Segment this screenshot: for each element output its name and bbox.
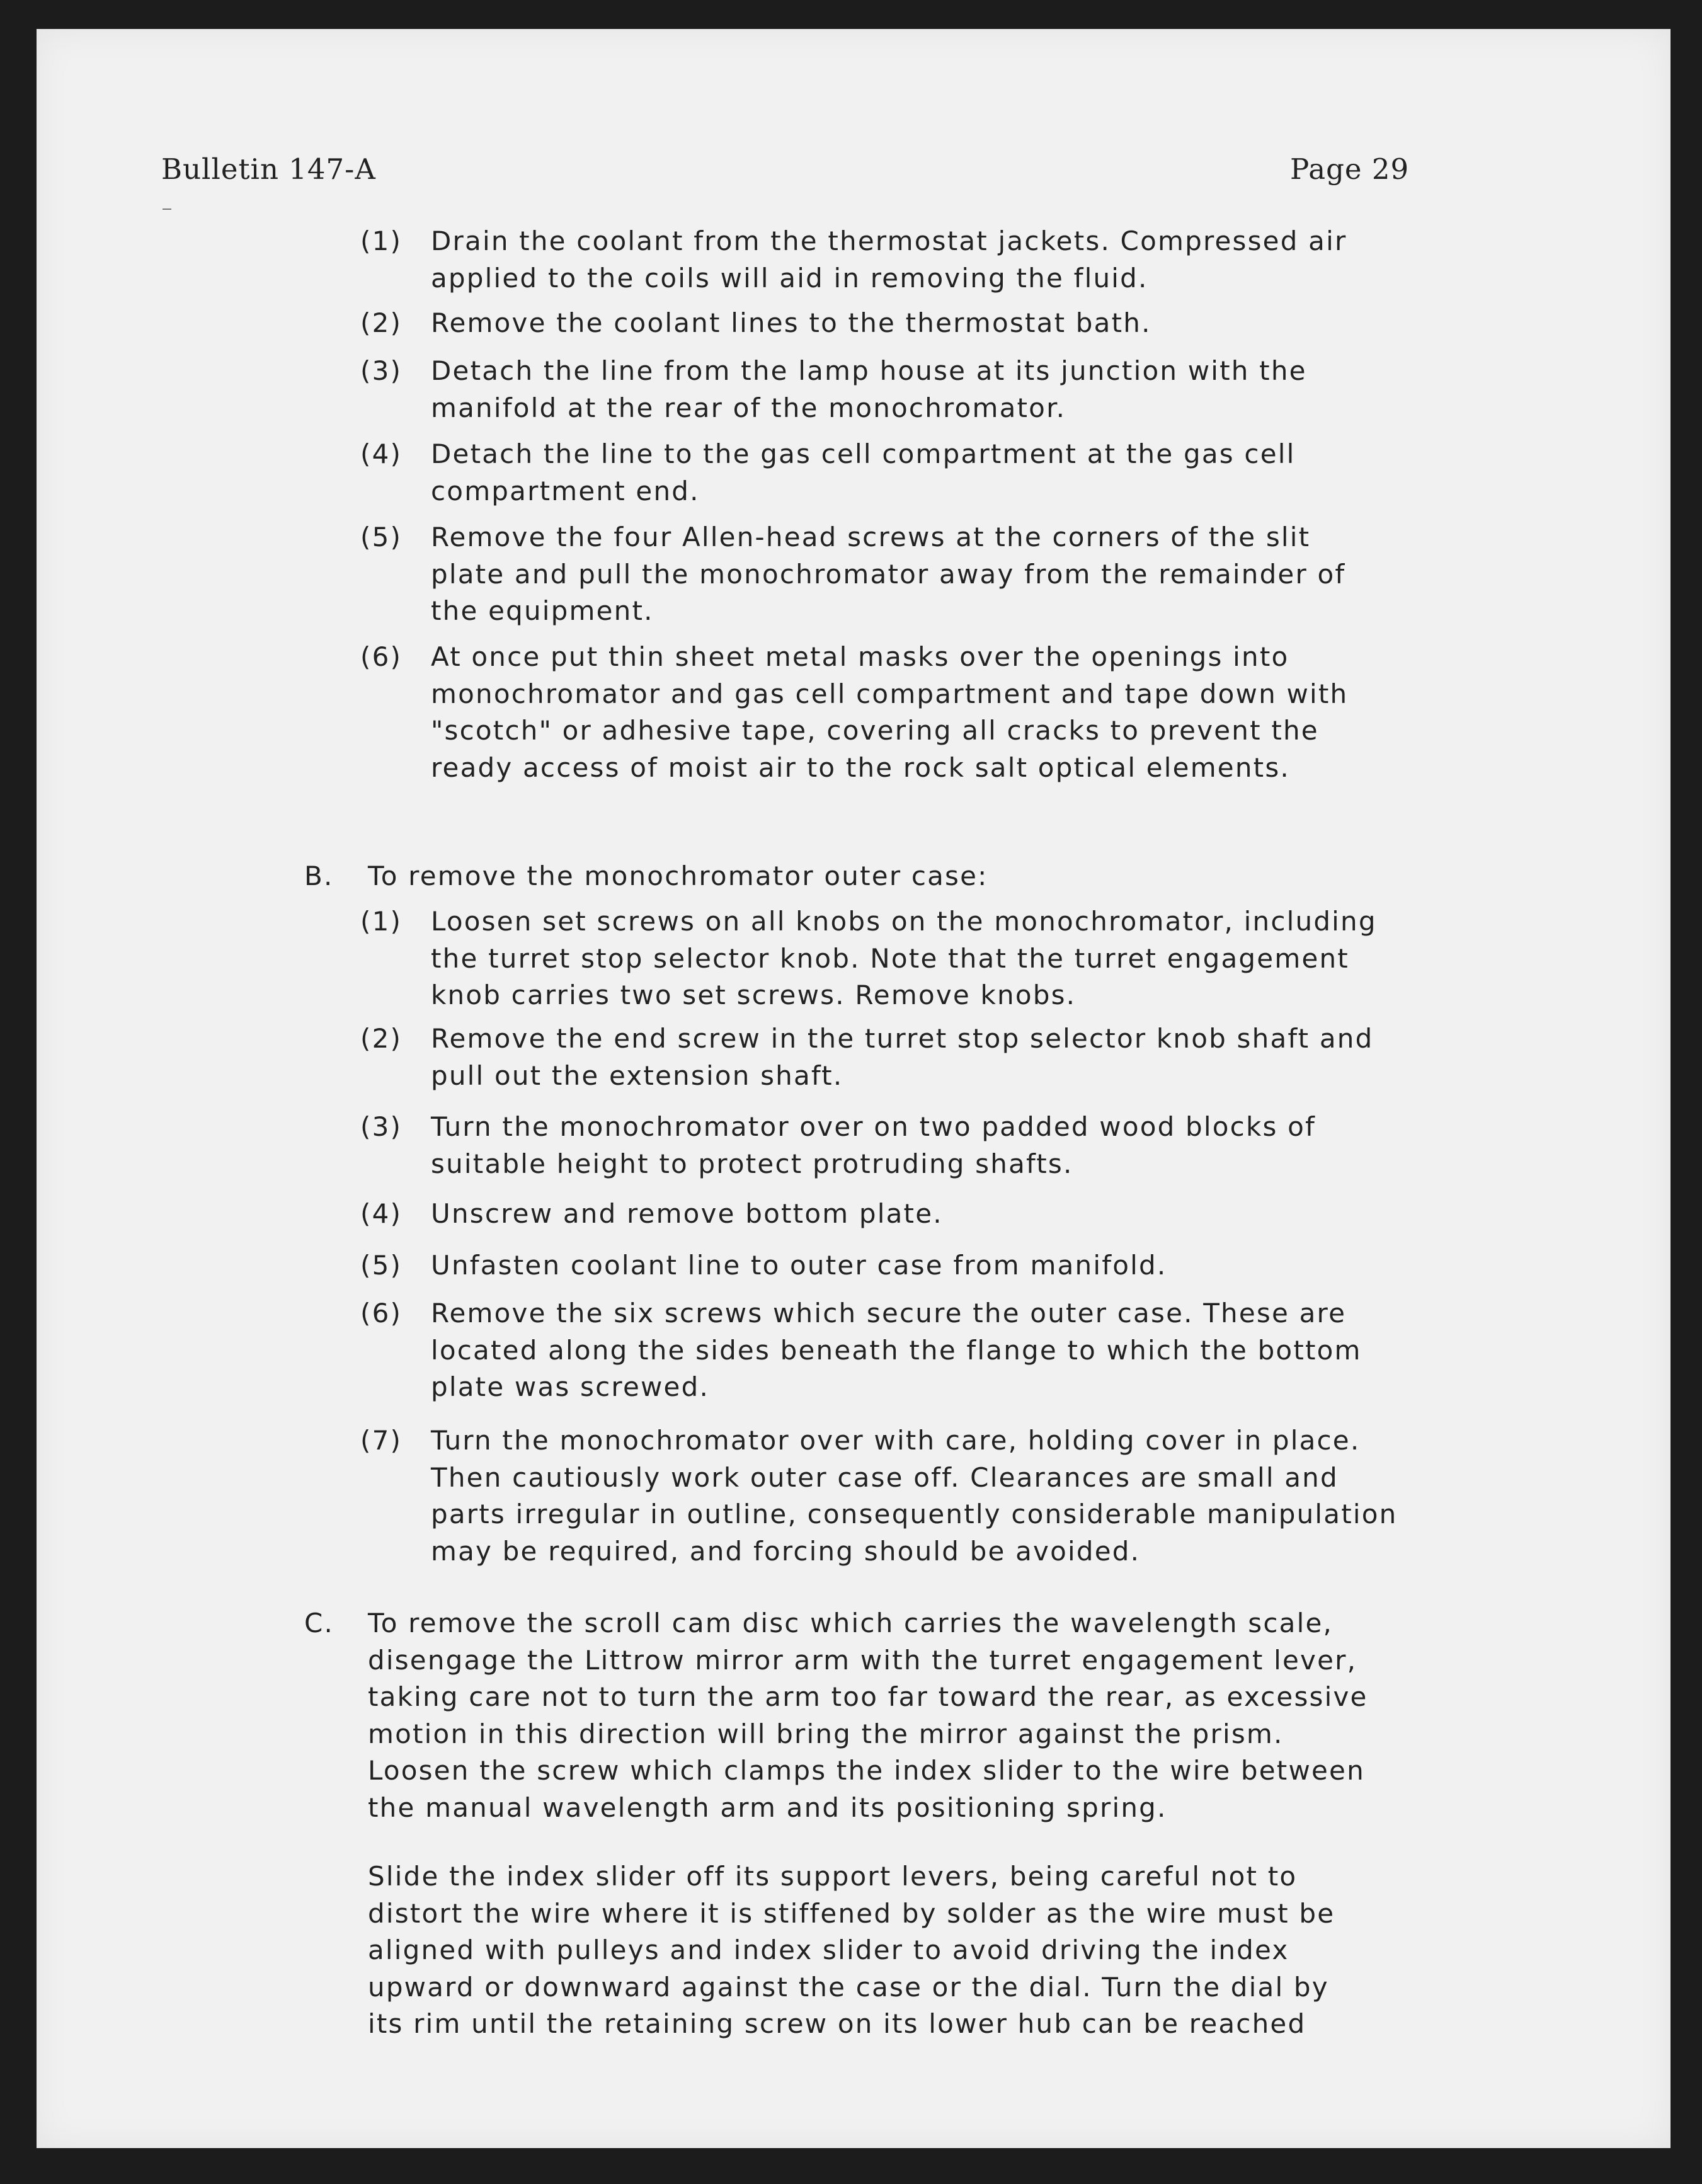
page-header [161, 152, 1671, 190]
section-b-heading: To remove the monochromator outer case: [368, 860, 988, 891]
list-item-number: (7) [360, 1425, 403, 1456]
bulletin-label: Bulletin 147-A [161, 152, 376, 186]
stray-mark [163, 209, 171, 210]
list-item: Unfasten coolant line to outer case from manifold. [431, 1250, 1167, 1281]
list-item: Remove the coolant lines to the thermostat bath. [431, 307, 1151, 338]
list-item: Remove the end screw in the turret stop selector knob shaft and pull out the extension shaft. [431, 1023, 1374, 1091]
list-item: Turn the monochromator over on two padded wood blocks of suitable height to protect protruding shafts. [431, 1111, 1316, 1179]
list-item: Loosen set screws on all knobs on the monochromator, including the turret stop selector knob. Note that the turret engagement knob carries two set screws. Remove knobs. [431, 906, 1377, 1010]
section-c-paragraph: Slide the index slider off its support levers, being careful not to distort the wire where it is stiffened by solder as the wire must be aligned with pulleys and index slider to avoid driving the index upward or downward against the case or the dial. Turn the dial by its rim until the retaining screw on its lower hub can be reached [368, 1861, 1335, 2039]
list-item: Detach the line to the gas cell compartment at the gas cell compartment end. [431, 438, 1296, 506]
list-item: Remove the four Allen-head screws at the corners of the slit plate and pull the monochromator away from the remainder of the equipment. [431, 522, 1346, 626]
list-item-number: (5) [360, 522, 403, 552]
list-item: Remove the six screws which secure the outer case. These are located along the sides beneath the flange to which the bottom plate was screwed. [431, 1298, 1362, 1402]
section-c-paragraph: To remove the scroll cam disc which carries the wavelength scale, disengage the Littrow mirror arm with the turret engagement lever, taking care not to turn the arm too far toward the rear, as excessive motion in this direction will bring the mirror against the prism. Loosen the screw which clamps the index slider to the wire between the manual wavelength arm and its positioning spring. [368, 1608, 1368, 1823]
page-number: Page 29 [1290, 152, 1410, 186]
list-item: At once put thin sheet metal masks over the openings into monochromator and gas cell compartment and tape down with "scotch" or adhesive tape, covering all cracks to prevent the ready access of moist air to the rock salt optical elements. [431, 641, 1349, 783]
list-item: Detach the line from the lamp house at its junction with the manifold at the rear of the monochromator. [431, 355, 1307, 423]
list-item: Unscrew and remove bottom plate. [431, 1198, 943, 1229]
section-b-letter: B. [304, 860, 334, 891]
list-item-number: (2) [360, 1023, 403, 1054]
list-item: Turn the monochromator over with care, holding cover in place. Then cautiously work outer case off. Clearances are small and parts irregular in outline, consequently considerable manipulation may be required, and forcing should be avoided. [431, 1425, 1398, 1567]
document-page [37, 29, 1671, 2148]
list-item-number: (6) [360, 641, 403, 672]
list-item-number: (4) [360, 1198, 403, 1229]
list-item-number: (6) [360, 1298, 403, 1329]
list-item-number: (4) [360, 438, 403, 469]
list-item: Drain the coolant from the thermostat jackets. Compressed air applied to the coils will aid in removing the fluid. [431, 226, 1347, 294]
document-body [37, 29, 1671, 2148]
list-item-number: (1) [360, 906, 403, 937]
section-c-letter: C. [304, 1608, 334, 1638]
list-item-number: (5) [360, 1250, 403, 1281]
list-item-number: (3) [360, 355, 403, 386]
list-item-number: (2) [360, 307, 403, 338]
list-item-number: (3) [360, 1111, 403, 1142]
list-item-number: (1) [360, 226, 403, 256]
